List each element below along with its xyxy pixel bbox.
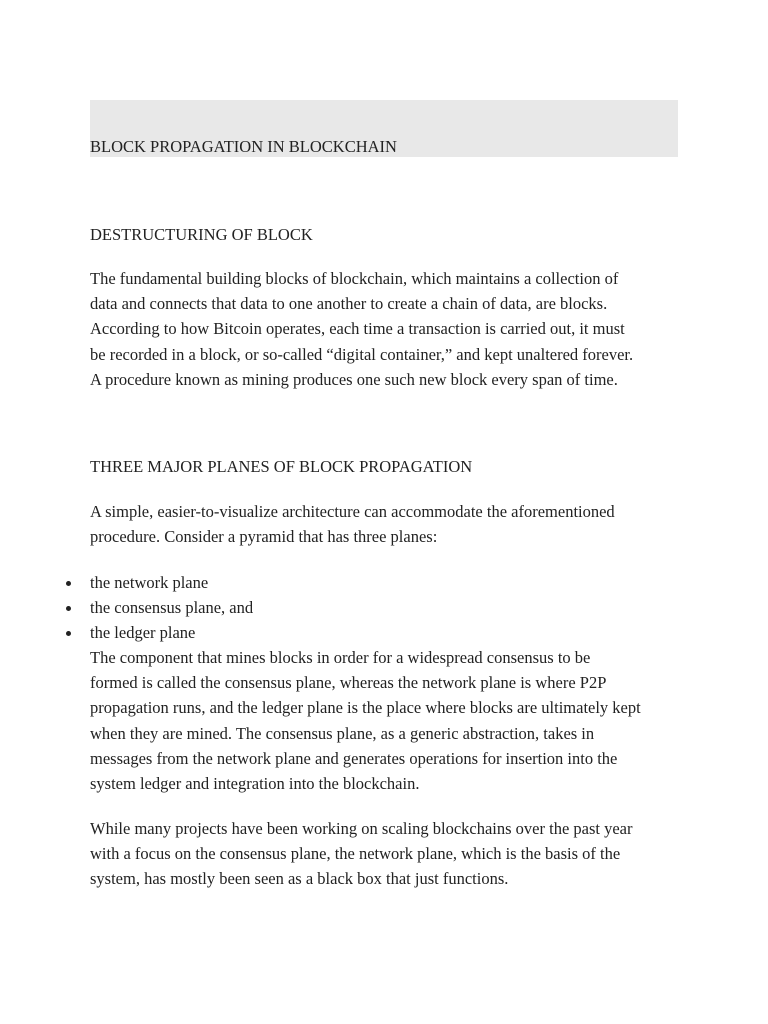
text-line: with a focus on the consensus plane, the network plane, which is the basis of the: [90, 844, 621, 864]
planes-list: [0, 570, 253, 645]
bullet-icon: [66, 581, 71, 586]
text-line: While many projects have been working on scaling blockchains over the past year: [90, 819, 633, 838]
bullet-icon: [66, 631, 71, 636]
text-line: A procedure known as mining produces one such new block every span of time.: [90, 369, 618, 389]
text-line: be recorded in a block, or so-called “digital container,” and kept unaltered forever.: [90, 344, 634, 364]
text-line: A simple, easier-to-visualize architecture can accommodate the aforementioned: [90, 502, 615, 521]
text-line: The fundamental building blocks of blockchain, which maintains a collection of: [90, 269, 619, 288]
text-line: procedure. Consider a pyramid that has three planes:: [90, 527, 438, 547]
text-line: when they are mined. The consensus plane, as a generic abstraction, takes in: [90, 723, 595, 743]
document-title: BLOCK PROPAGATION IN BLOCKCHAIN: [90, 137, 397, 156]
list-item-text: the consensus plane, and: [90, 598, 254, 617]
list-item: [0, 570, 253, 595]
text-line: propagation runs, and the ledger plane is the place where blocks are ultimately kept: [90, 698, 641, 718]
bullet-icon: [66, 606, 71, 611]
section-heading-destructuring: DESTRUCTURING OF BLOCK: [90, 225, 313, 244]
list-item: [0, 595, 253, 620]
paragraph-block-definition: [90, 266, 690, 392]
paragraph-intro: [90, 499, 690, 549]
section-heading-three-planes: THREE MAJOR PLANES OF BLOCK PROPAGATION: [90, 457, 473, 476]
list-item-text: the network plane: [90, 573, 209, 592]
paragraph-closing: [90, 816, 690, 892]
text-line: messages from the network plane and generates operations for insertion into the: [90, 748, 618, 768]
paragraph-planes-description: [90, 645, 690, 796]
text-line: system ledger and integration into the blockchain.: [90, 774, 420, 794]
list-item: [0, 620, 253, 645]
text-line: formed is called the consensus plane, whereas the network plane is where P2P: [90, 673, 607, 693]
text-line: system, has mostly been seen as a black box that just functions.: [90, 869, 509, 889]
list-item-text: the ledger plane: [90, 623, 196, 642]
title-banner: [90, 100, 678, 157]
text-line: The component that mines blocks in order for a widespread consensus to be: [90, 648, 591, 667]
text-line: According to how Bitcoin operates, each time a transaction is carried out, it must: [90, 319, 625, 339]
text-line: data and connects that data to one another to create a chain of data, are blocks.: [90, 294, 608, 314]
